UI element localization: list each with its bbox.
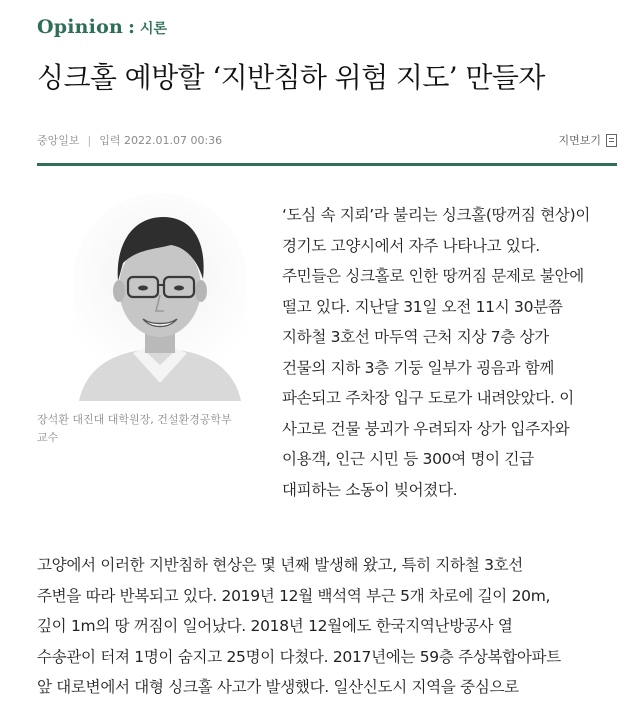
lead-line: 사고로 건물 붕괴가 우려되자 상가 입주자와 [282,419,570,438]
lead-line: ‘도심 속 지뢰’라 불리는 싱크홀(땅꺼짐 현상)이 [282,206,590,224]
body-line: 고양에서 이러한 지반침하 현상은 몇 년째 발생해 왔고, 특히 지하철 3호선 [37,556,523,574]
article-headline: 싱크홀 예방할 ‘지반침하 위험 지도’ 만들자 [37,61,545,94]
lead-line: 경기도 고양시에서 자주 나타나고 있다. [282,236,540,255]
lead-line: 대피하는 소동이 빚어졌다. [282,480,458,499]
section-name[interactable]: Opinion [37,16,123,38]
body-line: 깊이 1m의 땅 꺼짐이 일어났다. 2018년 12월에도 한국지역난방공사 열 [37,617,513,635]
lead-line: 떨고 있다. 지난달 31일 오전 11시 30분쯤 [282,297,563,316]
body-line: 주변을 따라 반복되고 있다. 2019년 12월 백석역 부근 5개 차로에 길이 20m, [37,586,551,605]
article-meta [37,131,617,149]
lead-line: 지하철 3호선 마두역 근처 지상 7층 상가 [282,328,549,346]
meta-divider: | [87,133,92,147]
publish-date: 입력 2022.01.07 00:36 [99,134,223,147]
lead-line: 주민들은 싱크홀로 인한 땅꺼짐 문제로 불안에 [282,267,584,285]
section-label [37,16,167,44]
lead-line: 파손되고 주차장 입구 도로가 내려앉았다. 이 [282,389,574,407]
section-separator: : [127,16,135,38]
header-divider [37,163,617,166]
paper-view-label: 지면보기 [558,134,601,147]
caption-line: 장석환 대진대 대학원장, 건설환경공학부 [37,413,232,426]
caption-line: 교수 [37,431,59,444]
photo-caption [37,411,247,447]
lead-line: 이용객, 인근 시민 등 300여 명이 긴급 [282,450,534,468]
author-photo [73,193,247,401]
article-body [37,550,617,703]
lead-paragraph [282,200,622,505]
section-subcategory[interactable]: 시론 [140,21,168,37]
body-line: 앞 대로변에서 대형 싱크홀 사고가 발생했다. 일산신도시 지역을 중심으로 [37,678,519,696]
paper-view-button[interactable] [558,132,617,148]
source-name: 중앙일보 [37,134,80,147]
lead-line: 건물의 지하 3층 기둥 일부가 굉음과 함께 [282,358,555,377]
newspaper-icon [606,134,617,147]
body-line: 수송관이 터져 1명이 숨지고 25명이 다쳤다. 2017년에는 59층 주상복합아파트 [37,647,561,666]
